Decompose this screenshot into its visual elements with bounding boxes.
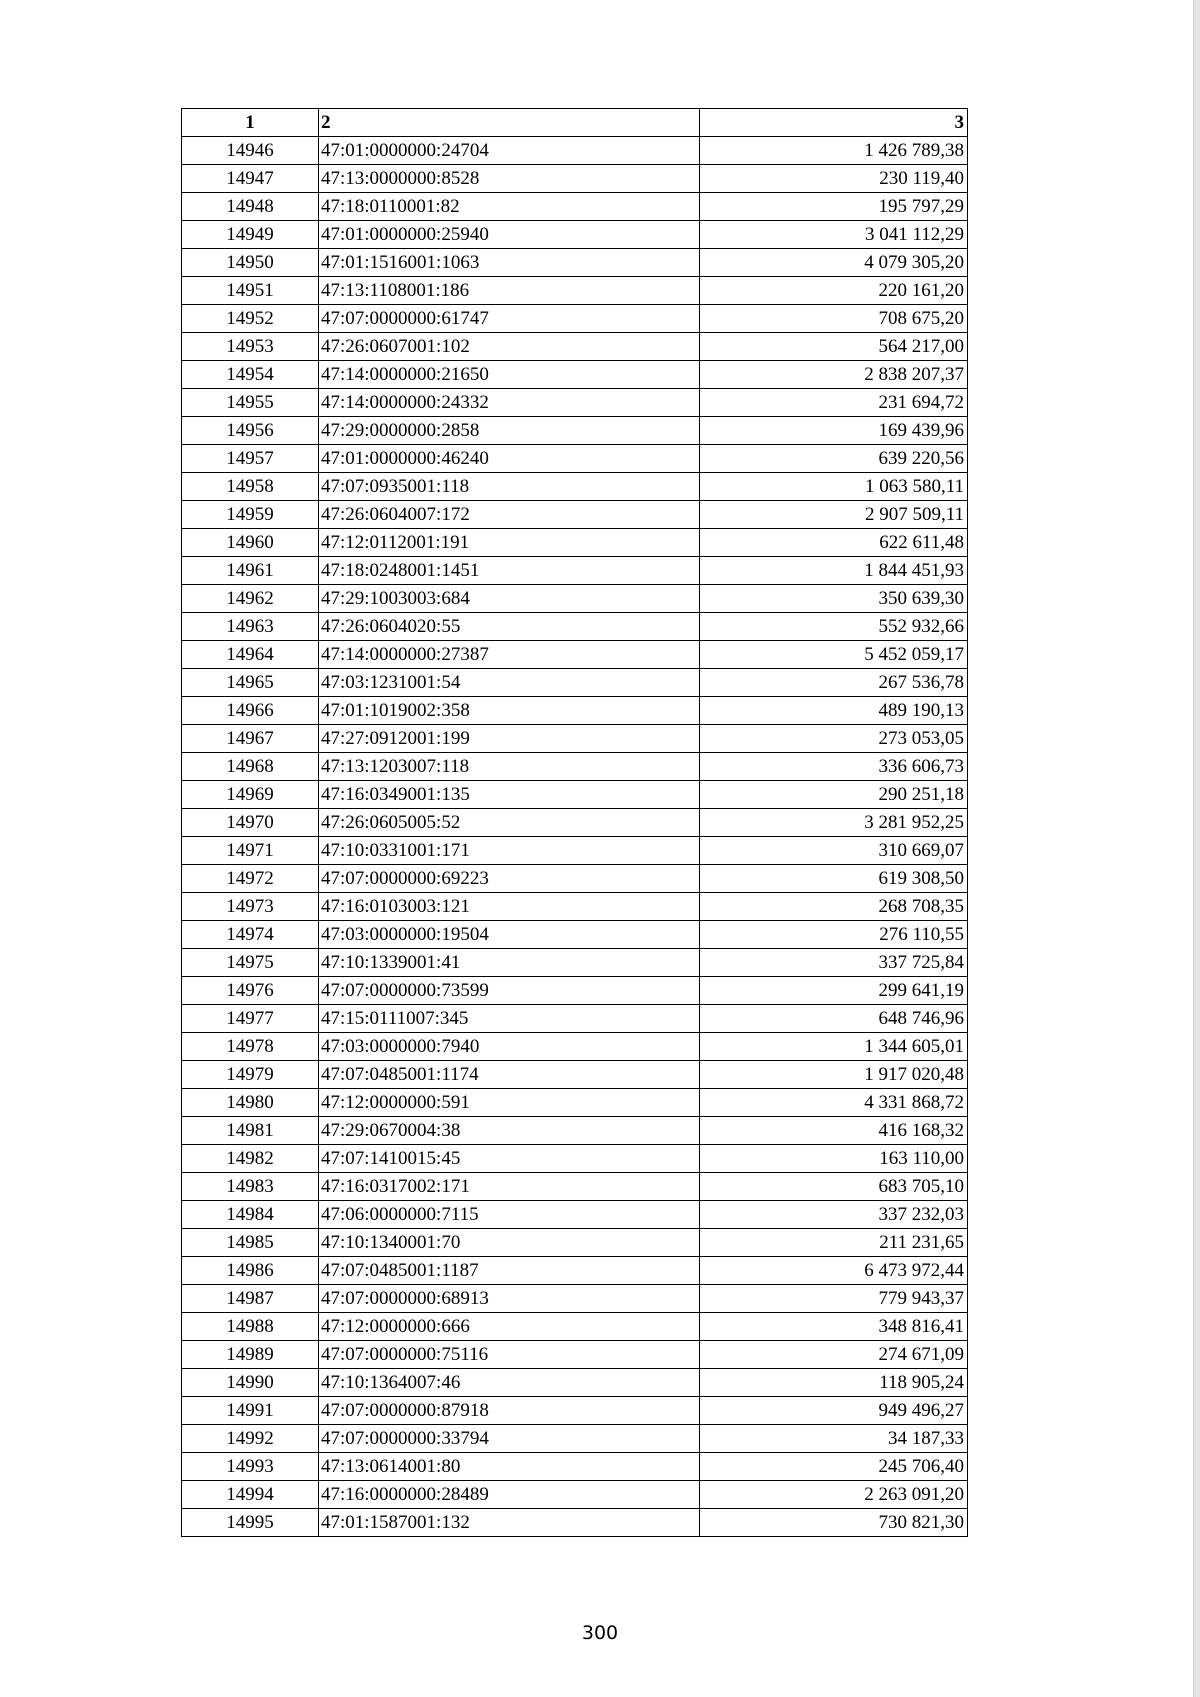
table-row (182, 1173, 968, 1201)
header-row (182, 109, 968, 137)
table-row (182, 865, 968, 893)
row-number-cell: 14977 (182, 1005, 319, 1033)
cadastral-number-cell: 47:18:0110001:82 (319, 193, 700, 221)
row-number-cell: 14989 (182, 1341, 319, 1369)
table-row (182, 809, 968, 837)
row-number-cell: 14950 (182, 249, 319, 277)
row-number-cell: 14979 (182, 1061, 319, 1089)
row-number-cell: 14983 (182, 1173, 319, 1201)
row-number-cell: 14947 (182, 165, 319, 193)
table-row (182, 725, 968, 753)
value-cell: 268 708,35 (700, 893, 968, 921)
value-cell: 220 161,20 (700, 277, 968, 305)
table-row (182, 445, 968, 473)
cadastral-number-cell: 47:12:0112001:191 (319, 529, 700, 557)
table-row (182, 1481, 968, 1509)
value-cell: 336 606,73 (700, 753, 968, 781)
row-number-cell: 14968 (182, 753, 319, 781)
value-cell: 348 816,41 (700, 1313, 968, 1341)
table-row (182, 333, 968, 361)
cadastral-number-cell: 47:16:0103003:121 (319, 893, 700, 921)
value-cell: 949 496,27 (700, 1397, 968, 1425)
row-number-cell: 14976 (182, 977, 319, 1005)
row-number-cell: 14978 (182, 1033, 319, 1061)
table-row (182, 781, 968, 809)
cadastral-number-cell: 47:07:0000000:61747 (319, 305, 700, 333)
table-row (182, 1145, 968, 1173)
row-number-cell: 14963 (182, 613, 319, 641)
table-row (182, 669, 968, 697)
row-number-cell: 14955 (182, 389, 319, 417)
cadastral-number-cell: 47:07:0000000:68913 (319, 1285, 700, 1313)
cadastral-number-cell: 47:27:0912001:199 (319, 725, 700, 753)
column-header-2: 2 (319, 109, 700, 137)
row-number-cell: 14990 (182, 1369, 319, 1397)
table-row (182, 305, 968, 333)
row-number-cell: 14967 (182, 725, 319, 753)
cadastral-number-cell: 47:07:0485001:1174 (319, 1061, 700, 1089)
cadastral-number-cell: 47:03:0000000:19504 (319, 921, 700, 949)
table-row (182, 1397, 968, 1425)
table-row (182, 249, 968, 277)
value-cell: 3 041 112,29 (700, 221, 968, 249)
cadastral-number-cell: 47:01:0000000:46240 (319, 445, 700, 473)
value-cell: 276 110,55 (700, 921, 968, 949)
value-cell: 552 932,66 (700, 613, 968, 641)
cadastral-number-cell: 47:01:1516001:1063 (319, 249, 700, 277)
row-number-cell: 14974 (182, 921, 319, 949)
row-number-cell: 14982 (182, 1145, 319, 1173)
row-number-cell: 14988 (182, 1313, 319, 1341)
row-number-cell: 14954 (182, 361, 319, 389)
table-row (182, 1117, 968, 1145)
row-number-cell: 14972 (182, 865, 319, 893)
row-number-cell: 14985 (182, 1229, 319, 1257)
row-number-cell: 14991 (182, 1397, 319, 1425)
cadastral-number-cell: 47:18:0248001:1451 (319, 557, 700, 585)
cadastral-number-cell: 47:03:1231001:54 (319, 669, 700, 697)
table-row (182, 221, 968, 249)
table-row (182, 949, 968, 977)
table-row (182, 1061, 968, 1089)
table-row (182, 753, 968, 781)
column-header-3: 3 (700, 109, 968, 137)
table-header (182, 109, 968, 137)
cadastral-number-cell: 47:01:1587001:132 (319, 1509, 700, 1537)
cadastral-number-cell: 47:03:0000000:7940 (319, 1033, 700, 1061)
table-row (182, 137, 968, 165)
row-number-cell: 14981 (182, 1117, 319, 1145)
row-number-cell: 14973 (182, 893, 319, 921)
value-cell: 169 439,96 (700, 417, 968, 445)
data-table (181, 108, 968, 1537)
value-cell: 118 905,24 (700, 1369, 968, 1397)
value-cell: 1 344 605,01 (700, 1033, 968, 1061)
value-cell: 1 844 451,93 (700, 557, 968, 585)
cadastral-number-cell: 47:12:0000000:591 (319, 1089, 700, 1117)
row-number-cell: 14960 (182, 529, 319, 557)
value-cell: 489 190,13 (700, 697, 968, 725)
row-number-cell: 14992 (182, 1425, 319, 1453)
value-cell: 416 168,32 (700, 1117, 968, 1145)
table-row (182, 1229, 968, 1257)
row-number-cell: 14957 (182, 445, 319, 473)
table-row (182, 1313, 968, 1341)
value-cell: 337 232,03 (700, 1201, 968, 1229)
cadastral-number-cell: 47:29:0670004:38 (319, 1117, 700, 1145)
cadastral-number-cell: 47:13:1203007:118 (319, 753, 700, 781)
value-cell: 310 669,07 (700, 837, 968, 865)
cadastral-number-cell: 47:16:0317002:171 (319, 1173, 700, 1201)
value-cell: 267 536,78 (700, 669, 968, 697)
table-row (182, 1005, 968, 1033)
row-number-cell: 14956 (182, 417, 319, 445)
row-number-cell: 14946 (182, 137, 319, 165)
row-number-cell: 14987 (182, 1285, 319, 1313)
value-cell: 230 119,40 (700, 165, 968, 193)
row-number-cell: 14970 (182, 809, 319, 837)
value-cell: 648 746,96 (700, 1005, 968, 1033)
row-number-cell: 14961 (182, 557, 319, 585)
row-number-cell: 14965 (182, 669, 319, 697)
cadastral-number-cell: 47:14:0000000:21650 (319, 361, 700, 389)
row-number-cell: 14980 (182, 1089, 319, 1117)
table-row (182, 1285, 968, 1313)
value-cell: 2 907 509,11 (700, 501, 968, 529)
value-cell: 231 694,72 (700, 389, 968, 417)
cadastral-number-cell: 47:13:1108001:186 (319, 277, 700, 305)
table-row (182, 193, 968, 221)
row-number-cell: 14993 (182, 1453, 319, 1481)
cadastral-number-cell: 47:07:0485001:1187 (319, 1257, 700, 1285)
row-number-cell: 14948 (182, 193, 319, 221)
row-number-cell: 14962 (182, 585, 319, 613)
cadastral-number-cell: 47:26:0605005:52 (319, 809, 700, 837)
value-cell: 299 641,19 (700, 977, 968, 1005)
table-row (182, 1033, 968, 1061)
value-cell: 683 705,10 (700, 1173, 968, 1201)
cadastral-number-cell: 47:07:0000000:33794 (319, 1425, 700, 1453)
cadastral-number-cell: 47:15:0111007:345 (319, 1005, 700, 1033)
value-cell: 4 331 868,72 (700, 1089, 968, 1117)
row-number-cell: 14958 (182, 473, 319, 501)
value-cell: 34 187,33 (700, 1425, 968, 1453)
value-cell: 245 706,40 (700, 1453, 968, 1481)
cadastral-number-cell: 47:26:0604007:172 (319, 501, 700, 529)
row-number-cell: 14986 (182, 1257, 319, 1285)
row-number-cell: 14953 (182, 333, 319, 361)
cadastral-number-cell: 47:07:0000000:87918 (319, 1397, 700, 1425)
row-number-cell: 14969 (182, 781, 319, 809)
row-number-cell: 14984 (182, 1201, 319, 1229)
row-number-cell: 14949 (182, 221, 319, 249)
cadastral-number-cell: 47:12:0000000:666 (319, 1313, 700, 1341)
page-number: 300 (581, 1622, 619, 1644)
cadastral-number-cell: 47:26:0607001:102 (319, 333, 700, 361)
value-cell: 619 308,50 (700, 865, 968, 893)
table-row (182, 641, 968, 669)
table-row (182, 1341, 968, 1369)
table-row (182, 1257, 968, 1285)
cadastral-number-cell: 47:10:1339001:41 (319, 949, 700, 977)
value-cell: 4 079 305,20 (700, 249, 968, 277)
page-edge (1193, 0, 1200, 1697)
table-row (182, 1509, 968, 1537)
cadastral-number-cell: 47:14:0000000:27387 (319, 641, 700, 669)
row-number-cell: 14975 (182, 949, 319, 977)
value-cell: 730 821,30 (700, 1509, 968, 1537)
value-cell: 3 281 952,25 (700, 809, 968, 837)
row-number-cell: 14966 (182, 697, 319, 725)
table-row (182, 501, 968, 529)
table-row (182, 977, 968, 1005)
cadastral-number-cell: 47:13:0000000:8528 (319, 165, 700, 193)
value-cell: 708 675,20 (700, 305, 968, 333)
table-row (182, 361, 968, 389)
value-cell: 1 426 789,38 (700, 137, 968, 165)
table-body (182, 137, 968, 1537)
value-cell: 337 725,84 (700, 949, 968, 977)
table-row (182, 1201, 968, 1229)
table-row (182, 473, 968, 501)
table-row (182, 1369, 968, 1397)
table-row (182, 921, 968, 949)
value-cell: 2 838 207,37 (700, 361, 968, 389)
cadastral-number-cell: 47:07:1410015:45 (319, 1145, 700, 1173)
value-cell: 779 943,37 (700, 1285, 968, 1313)
value-cell: 639 220,56 (700, 445, 968, 473)
cadastral-number-cell: 47:10:0331001:171 (319, 837, 700, 865)
value-cell: 163 110,00 (700, 1145, 968, 1173)
table-row (182, 585, 968, 613)
value-cell: 1 063 580,11 (700, 473, 968, 501)
value-cell: 290 251,18 (700, 781, 968, 809)
table-row (182, 417, 968, 445)
cadastral-number-cell: 47:01:0000000:25940 (319, 221, 700, 249)
cadastral-number-cell: 47:10:1364007:46 (319, 1369, 700, 1397)
cadastral-number-cell: 47:07:0000000:73599 (319, 977, 700, 1005)
row-number-cell: 14971 (182, 837, 319, 865)
row-number-cell: 14952 (182, 305, 319, 333)
row-number-cell: 14995 (182, 1509, 319, 1537)
value-cell: 273 053,05 (700, 725, 968, 753)
cadastral-number-cell: 47:07:0935001:118 (319, 473, 700, 501)
table-row (182, 1089, 968, 1117)
value-cell: 5 452 059,17 (700, 641, 968, 669)
cadastral-number-cell: 47:16:0000000:28489 (319, 1481, 700, 1509)
cadastral-number-cell: 47:13:0614001:80 (319, 1453, 700, 1481)
cadastral-number-cell: 47:07:0000000:75116 (319, 1341, 700, 1369)
cadastral-number-cell: 47:01:0000000:24704 (319, 137, 700, 165)
table-row (182, 1453, 968, 1481)
cadastral-number-cell: 47:29:0000000:2858 (319, 417, 700, 445)
value-cell: 211 231,65 (700, 1229, 968, 1257)
cadastral-number-cell: 47:07:0000000:69223 (319, 865, 700, 893)
value-cell: 274 671,09 (700, 1341, 968, 1369)
cadastral-number-cell: 47:10:1340001:70 (319, 1229, 700, 1257)
table-row (182, 557, 968, 585)
value-cell: 564 217,00 (700, 333, 968, 361)
cadastral-number-cell: 47:16:0349001:135 (319, 781, 700, 809)
row-number-cell: 14959 (182, 501, 319, 529)
cadastral-number-cell: 47:26:0604020:55 (319, 613, 700, 641)
value-cell: 195 797,29 (700, 193, 968, 221)
row-number-cell: 14994 (182, 1481, 319, 1509)
value-cell: 6 473 972,44 (700, 1257, 968, 1285)
column-header-1: 1 (182, 109, 319, 137)
cadastral-number-cell: 47:14:0000000:24332 (319, 389, 700, 417)
value-cell: 2 263 091,20 (700, 1481, 968, 1509)
row-number-cell: 14951 (182, 277, 319, 305)
row-number-cell: 14964 (182, 641, 319, 669)
cadastral-number-cell: 47:29:1003003:684 (319, 585, 700, 613)
table-row (182, 613, 968, 641)
table-row (182, 837, 968, 865)
table-row (182, 697, 968, 725)
value-cell: 1 917 020,48 (700, 1061, 968, 1089)
table-row (182, 389, 968, 417)
value-cell: 350 639,30 (700, 585, 968, 613)
table-row (182, 529, 968, 557)
table-row (182, 165, 968, 193)
cadastral-number-cell: 47:06:0000000:7115 (319, 1201, 700, 1229)
table-row (182, 1425, 968, 1453)
table-row (182, 277, 968, 305)
value-cell: 622 611,48 (700, 529, 968, 557)
table-row (182, 893, 968, 921)
cadastral-number-cell: 47:01:1019002:358 (319, 697, 700, 725)
